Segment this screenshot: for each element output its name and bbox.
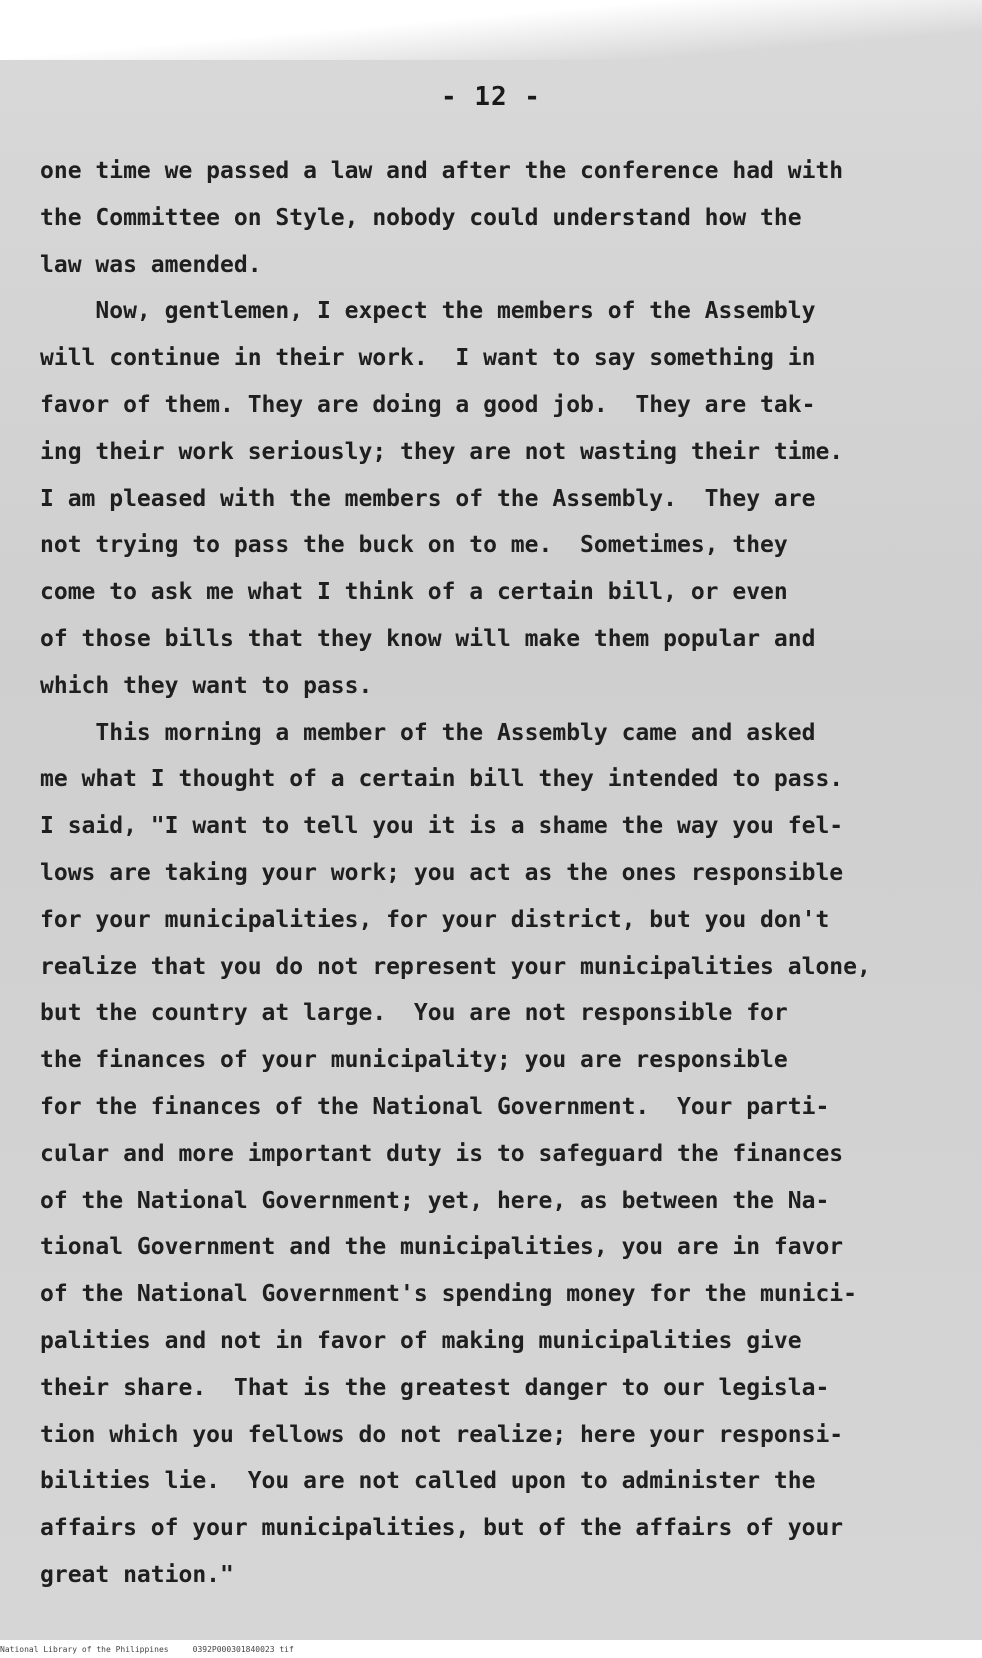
text-line: palities and not in favor of making municipalities give [40,1327,802,1354]
text-line: I said, "I want to tell you it is a shame the way you fel- [40,813,844,840]
text-line: the finances of your municipality; you are responsible [40,1047,788,1074]
text-line: which they want to pass. [40,672,373,699]
text-line: law was amended. [40,251,262,278]
text-line: tional Government and the municipalities, you are in favor [40,1234,844,1261]
text-line: but the country at large. You are not responsible for [40,1000,788,1027]
page-fold-shading [0,0,982,60]
text-line: one time we passed a law and after the conference had with [40,158,844,184]
text-line: great nation." [40,1561,234,1588]
text-line: their share. That is the greatest danger to our legisla- [40,1374,830,1401]
text-line: the Committee on Style, nobody could understand how the [40,204,802,231]
text-line: for your municipalities, for your district, but you don't [40,906,830,933]
text-line: I am pleased with the members of the Assembly. They are [40,485,816,512]
text-line: This morning a member of the Assembly came and asked [40,719,816,746]
text-line: of the National Government's spending money for the munici- [40,1281,857,1308]
text-line: bilities lie. You are not called upon to administer the [40,1468,816,1495]
typewritten-text [40,148,960,1599]
text-line: lows are taking your work; you act as the ones responsible [40,859,844,886]
text-line: realize that you do not represent your municipalities alone, [40,953,871,980]
text-line: cular and more important duty is to safeguard the finances [40,1140,844,1167]
text-line: me what I thought of a certain bill they intended to pass. [40,766,844,793]
text-line: of those bills that they know will make them popular and [40,625,816,652]
text-line: affairs of your municipalities, but of the affairs of your [40,1515,844,1542]
page-number: - 12 - [441,82,541,112]
text-line: tion which you fellows do not realize; here your responsi- [40,1421,844,1448]
text-line: for the finances of the National Government. Your parti- [40,1093,830,1120]
text-line: not trying to pass the buck on to me. Sometimes, they [40,532,788,559]
text-line: of the National Government; yet, here, as between the Na- [40,1187,830,1214]
text-line: ing their work seriously; they are not wasting their time. [40,438,844,465]
text-line: Now, gentlemen, I expect the members of the Assembly [40,298,816,325]
scan-footer: National Library of the Philippines 0392P000301840023 tif [0,1641,982,1658]
text-line: will continue in their work. I want to say something in [40,345,816,372]
text-line: favor of them. They are doing a good job. They are tak- [40,391,816,418]
text-line: come to ask me what I think of a certain bill, or even [40,579,788,606]
